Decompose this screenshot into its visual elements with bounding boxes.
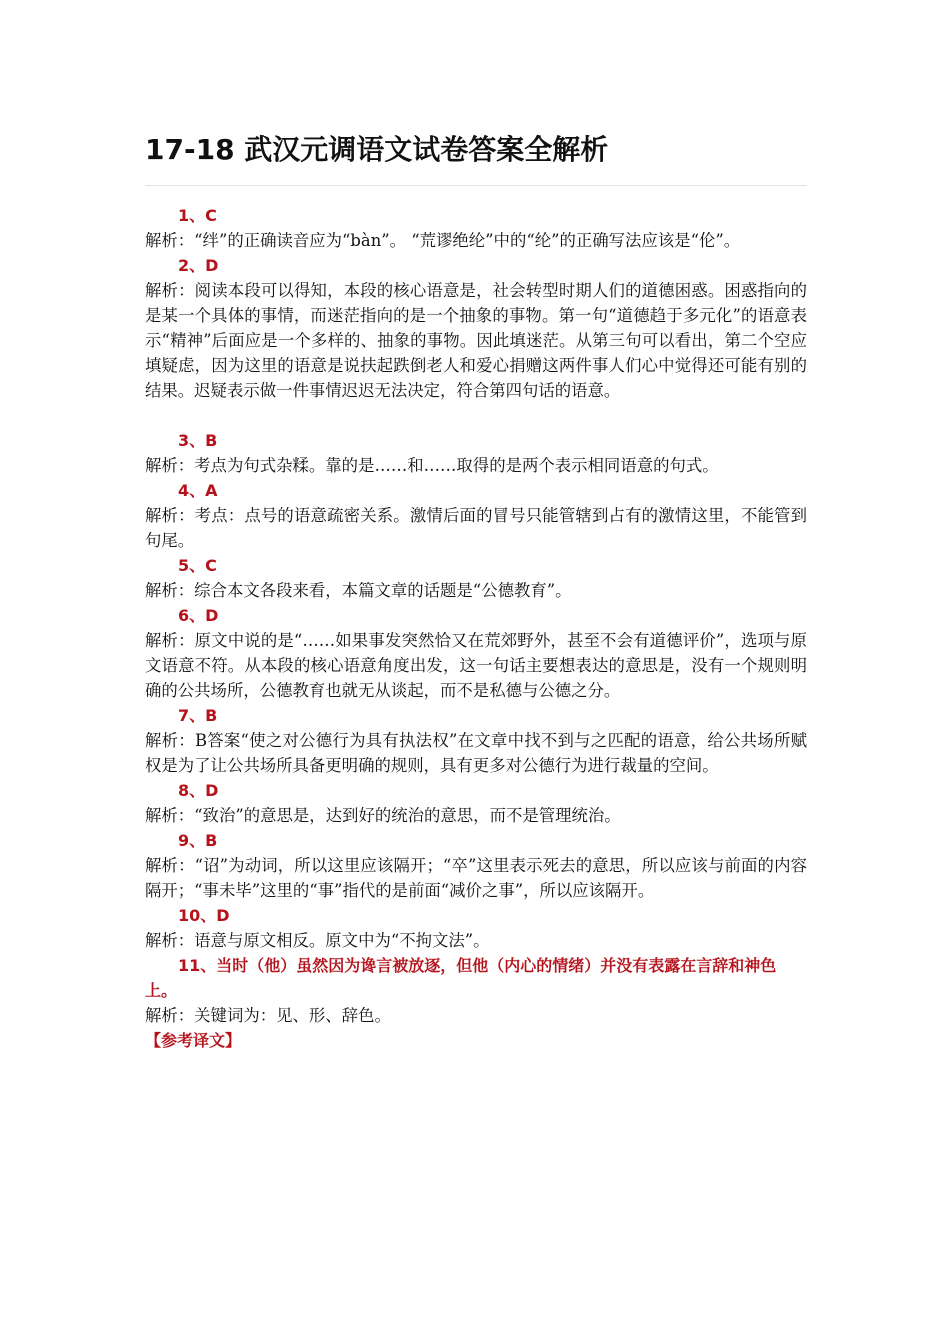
answer-explanation: 解析：语意与原文相反。原文中为“不拘文法”。 [145, 931, 490, 950]
answer-explanation: 解析：考点：点号的语意疏密关系。激情后面的冒号只能管辖到占有的激情这里，不能管到句尾。 [145, 506, 807, 550]
answer-explanation: 解析：阅读本段可以得知，本段的核心语意是，社会转型时期人们的道德困惑。困惑指向的是某一个具体的事情，而迷茫指向的是一个抽象的事物。第一句“道德趋于多元化”的语意表示“精神”后面应是一个多样的、抽象的事物。因此填迷茫。从第三句可以看出，第二个空应填疑虑，因为这里的语意是说扶起跌倒老人和爱心捐赠这两件事人们心中觉得还可能有别的结果。迟疑表示做一件事情迟迟无法决定，符合第四句话的语意。 [145, 281, 807, 400]
answer-explanation: 解析：关键词为：见、形、辞色。 [145, 1006, 391, 1025]
reference-translation-heading: 【参考译文】 [145, 1031, 242, 1050]
spacer [145, 403, 807, 428]
title-divider [145, 185, 807, 186]
answer-label: 7、B [178, 706, 218, 725]
answer-explanation: 解析：B答案“使之对公德行为具有执法权”在文章中找不到与之匹配的语意，给公共场所赋权是为了让公共场所具备更明确的规则，具有更多对公德行为进行裁量的空间。 [145, 731, 807, 775]
answer-label: 1、C [178, 206, 217, 225]
answer-label: 8、D [178, 781, 219, 800]
answer-label: 9、B [178, 831, 218, 850]
answer-explanation: 解析：“致治”的意思是，达到好的统治的意思，而不是管理统治。 [145, 806, 621, 825]
page-title: 17-18 武汉元调语文试卷答案全解析 [145, 133, 609, 166]
answer-label: 3、B [178, 431, 218, 450]
answer-explanation: 解析：“诏”为动词，所以这里应该隔开；“卒”这里表示死去的意思，所以应该与前面的内容隔开；“事未毕”这里的“事”指代的是前面“减价之事”，所以应该隔开。 [145, 856, 807, 900]
answer-explanation: 解析：原文中说的是“……如果事发突然恰又在荒郊野外，甚至不会有道德评价”，选项与原文语意不符。从本段的核心语意角度出发，这一句话主要想表达的意思是，没有一个规则明确的公共场所，公德教育也就无从谈起，而不是私德与公德之分。 [145, 631, 807, 700]
answer-explanation: 解析：综合本文各段来看，本篇文章的话题是“公德教育”。 [145, 581, 572, 600]
answer-label: 11、当时（他）虽然因为谗言被放逐，但他（内心的情绪）并没有表露在言辞和神色上。 [145, 956, 777, 1000]
answer-label: 5、C [178, 556, 217, 575]
answer-explanation: 解析：考点为句式杂糅。靠的是……和……取得的是两个表示相同语意的句式。 [145, 456, 719, 475]
answer-label: 6、D [178, 606, 219, 625]
answer-explanation: 解析：“绊”的正确读音应为“bàn”。 “荒谬绝纶”中的“纶”的正确写法应该是“伦”。 [145, 231, 741, 250]
answer-list [145, 203, 807, 1053]
answer-label: 4、A [178, 481, 218, 500]
answer-label: 2、D [178, 256, 219, 275]
answer-label: 10、D [178, 906, 230, 925]
